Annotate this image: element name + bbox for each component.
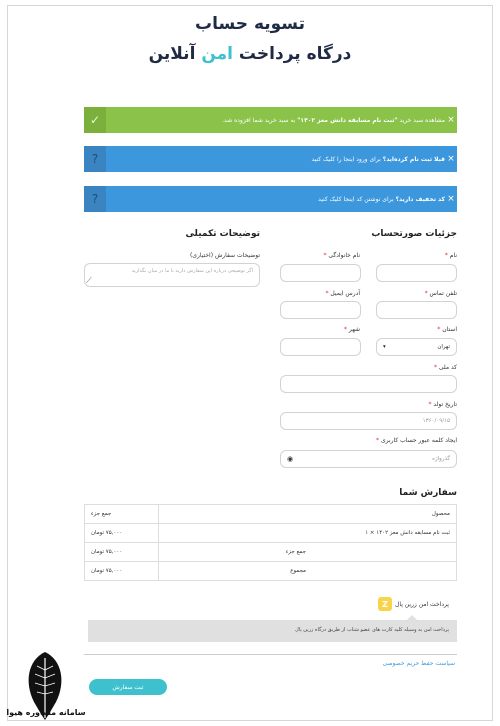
col-subtotal: جمع جزء (85, 505, 159, 524)
subtitle-part2: آنلاین (148, 44, 196, 64)
close-icon[interactable]: × (447, 194, 455, 204)
chevron-down-icon: ▾ (383, 344, 386, 350)
table-row (85, 562, 457, 581)
col-product: محصول (159, 505, 457, 524)
first-name-input[interactable] (376, 264, 457, 282)
birthdate-input[interactable]: ۱۳۶۰/۰۹/۱۵ (280, 412, 457, 430)
state-value: تهران (437, 344, 450, 350)
notice-message[interactable] (106, 196, 445, 203)
notice-message[interactable] (106, 156, 445, 163)
place-order-button[interactable]: ثبت سفارش (89, 679, 167, 695)
notice-message (106, 117, 445, 124)
page-title: تسویه حساب (195, 14, 305, 34)
password-input[interactable] (280, 450, 457, 468)
phone-label: تلفن تماس * (424, 290, 457, 297)
subtitle-part1: درگاه پرداخت (238, 44, 352, 64)
first-name-label: نام * (444, 252, 457, 259)
question-icon: ? (84, 186, 106, 212)
billing-heading: جزئیات صورتحساب (371, 229, 457, 239)
table-row (85, 505, 457, 524)
check-icon: ✓ (84, 107, 106, 133)
cart-added-notice (84, 107, 457, 133)
email-input[interactable] (280, 301, 361, 319)
coupon-notice[interactable] (84, 186, 457, 212)
order-table (84, 504, 457, 581)
state-select[interactable] (376, 338, 457, 356)
table-row (85, 543, 457, 562)
notice-question: کد تخفیف دارید؟ (395, 195, 445, 203)
view-cart-link[interactable]: مشاهده سبد خرید (399, 116, 445, 124)
close-icon[interactable]: × (447, 154, 455, 164)
item-price: ۷۵,۰۰۰ تومان (85, 524, 159, 543)
resize-handle-icon[interactable]: ⟋ (86, 276, 92, 285)
notice-question: قبلا ثبت نام کرده‌اید؟ (382, 155, 445, 163)
subtotal-value: ۷۵,۰۰۰ تومان (85, 543, 159, 562)
payment-method-label[interactable]: پرداخت امن زرین پال (395, 601, 449, 608)
password-placeholder: گذرواژه (432, 456, 450, 462)
notes-label: توضیحات سفارش (اختیاری) (189, 252, 260, 259)
phone-input[interactable] (376, 301, 457, 319)
question-icon: ? (84, 146, 106, 172)
close-icon[interactable]: × (447, 115, 455, 125)
coupon-link[interactable]: برای نوشتن کد اینجا کلیک کنید (318, 195, 394, 203)
national-code-label: کد ملی * (433, 364, 457, 371)
login-link[interactable]: برای ورود اینجا را کلیک کنید (311, 155, 381, 163)
national-code-input[interactable] (280, 375, 457, 393)
payment-description: پرداخت امن به وسیله کلیه کارت های عضو شتاب از طریق درگاه زرین پال (88, 620, 457, 642)
order-heading: سفارش شما (399, 488, 457, 498)
last-name-label: نام خانوادگی * (323, 252, 360, 259)
email-label: آدرس ایمیل * (325, 290, 360, 297)
birthdate-label: تاریخ تولد * (428, 401, 457, 408)
item-name: ثبت نام مسابقه دانش معز ۱۴۰۲ × ۱ (159, 524, 457, 543)
watermark-text: سامانه مشاوره هیوا (6, 708, 86, 717)
subtotal-label: جمع جزء (159, 543, 457, 562)
last-name-input[interactable] (280, 264, 361, 282)
login-notice[interactable] (84, 146, 457, 172)
order-notes-textarea[interactable]: اگر توضیحی درباره این سفارش دارید با ما در میان بگذارید (84, 263, 260, 287)
city-label: شهر * (343, 326, 360, 333)
zarinpal-icon: Z (378, 597, 392, 611)
table-row (85, 524, 457, 543)
city-input[interactable] (280, 338, 361, 356)
total-label: مجموع (159, 562, 457, 581)
payment-method[interactable] (378, 597, 392, 611)
eye-icon[interactable]: ◉ (287, 455, 294, 463)
state-label: استان * (437, 326, 457, 333)
divider (84, 654, 457, 655)
total-value: ۷۵,۰۰۰ تومان (85, 562, 159, 581)
additional-heading: توضیحات تکمیلی (185, 229, 260, 239)
subtitle-highlight: امن (201, 44, 233, 64)
privacy-policy-link[interactable]: سیاست حفظ حریم خصوصی (382, 660, 455, 667)
page-subtitle (0, 44, 500, 64)
notice-product: "ثبت نام مسابقه دانش معز ۱۴۰۲" (297, 116, 398, 124)
notice-text: به سبد خرید شما افزوده شد. (222, 116, 296, 124)
password-label: ایجاد کلمه عبور حساب کاربری * (376, 437, 457, 444)
